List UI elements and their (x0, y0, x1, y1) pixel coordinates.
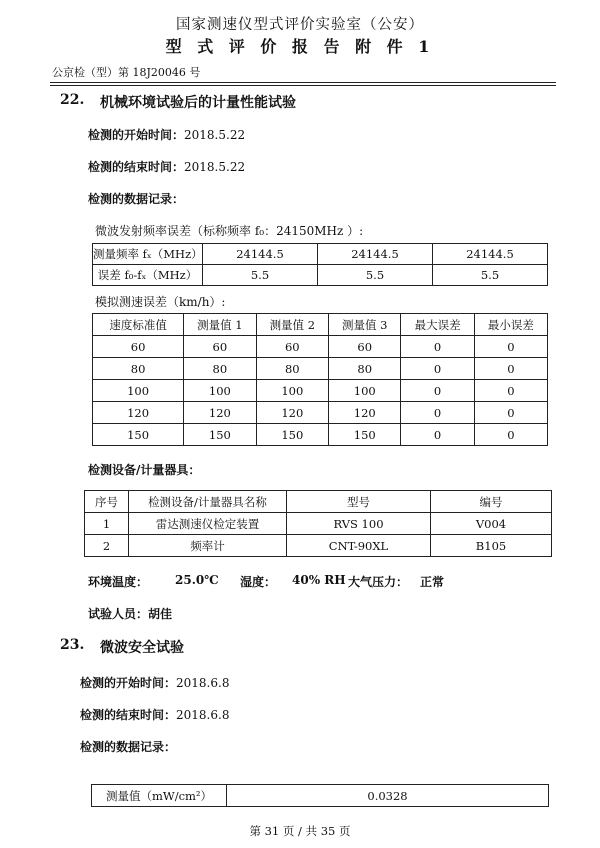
table-row (93, 380, 548, 402)
env-humid-value: 40% RH (292, 573, 346, 587)
table-cell: 80 (329, 358, 401, 380)
section-23-number: 23. (60, 637, 85, 653)
tester: 试验人员：胡佳 (88, 607, 173, 621)
table-header-row (93, 314, 548, 336)
table-cell: 0 (474, 424, 547, 446)
s23-end-value: 2018.6.8 (176, 708, 230, 722)
table-cell: 0 (401, 380, 474, 402)
table-cell: 5.5 (203, 265, 318, 286)
table-row (93, 402, 548, 424)
table-cell: 150 (184, 424, 256, 446)
env-pressure-label: 大气压力： (348, 575, 409, 589)
s22-start-row (88, 126, 245, 143)
table-cell: 0 (474, 380, 547, 402)
table-cell: 120 (329, 402, 401, 424)
table-row (93, 265, 548, 286)
table-cell: 60 (93, 336, 184, 358)
table-cell: CNT-90XL (287, 535, 431, 557)
table-cell: 24144.5 (203, 244, 318, 265)
table-header-cell: 测量值 2 (256, 314, 328, 336)
table-cell: 1 (85, 513, 129, 535)
freq-caption: 微波发射频率误差（标称频率 f₀：24150MHz ）: (95, 224, 364, 238)
table-header-cell: 检测设备/计量器具名称 (129, 491, 287, 513)
s23-records-label: 检测的数据记录： (80, 740, 177, 754)
speed-table (92, 313, 548, 446)
table-header-cell: 最大误差 (401, 314, 474, 336)
table-row (92, 785, 549, 807)
table-cell: 100 (329, 380, 401, 402)
table-cell: 0 (474, 358, 547, 380)
table-cell: 0 (401, 336, 474, 358)
table-cell: 60 (329, 336, 401, 358)
s23-start-row (80, 674, 229, 691)
table-header-cell: 序号 (85, 491, 129, 513)
table-cell: RVS 100 (287, 513, 431, 535)
freq-row2-label: 误差 f₀-fₓ（MHz） (93, 265, 203, 286)
table-cell: 80 (93, 358, 184, 380)
table-cell: 60 (256, 336, 328, 358)
freq-table (92, 243, 548, 286)
microwave-table (91, 784, 549, 807)
table-cell: 0 (401, 402, 474, 424)
equip-label: 检测设备/计量器具： (88, 463, 201, 477)
table-header-cell: 编号 (431, 491, 552, 513)
s23-start-label: 检测的开始时间： (80, 676, 177, 690)
section-23-title: 微波安全试验 (100, 640, 184, 656)
table-cell: 60 (184, 336, 256, 358)
header-rule-thick (50, 82, 556, 83)
s23-end-row (80, 706, 229, 723)
table-header-cell: 速度标准值 (93, 314, 184, 336)
table-row (93, 424, 548, 446)
table-cell: 150 (256, 424, 328, 446)
table-cell: 0 (401, 358, 474, 380)
table-row (93, 358, 548, 380)
table-cell: 0 (401, 424, 474, 446)
speed-caption: 模拟测速误差（km/h）: (95, 295, 226, 309)
env-humid-label: 湿度： (240, 575, 277, 589)
s22-end-row (88, 158, 245, 175)
table-row (93, 336, 548, 358)
freq-row1-label: 测量频率 fₓ（MHz） (93, 244, 203, 265)
table-cell: B105 (431, 535, 552, 557)
s23-end-label: 检测的结束时间： (80, 708, 177, 722)
table-cell: 120 (256, 402, 328, 424)
section-22-title: 机械环境试验后的计量性能试验 (100, 95, 296, 111)
table-cell: 5.5 (433, 265, 548, 286)
table-cell: 120 (184, 402, 256, 424)
table-row (85, 535, 552, 557)
table-cell: V004 (431, 513, 552, 535)
table-cell: 雷达测速仪检定装置 (129, 513, 287, 535)
env-pressure-value: 正常 (420, 575, 445, 589)
s22-start-value: 2018.5.22 (184, 128, 246, 142)
table-cell: 0 (474, 336, 547, 358)
table-cell: 100 (184, 380, 256, 402)
measure-label: 测量值（mW/cm²） (92, 785, 227, 807)
equip-table (84, 490, 552, 557)
table-cell: 150 (93, 424, 184, 446)
table-header-cell: 型号 (287, 491, 431, 513)
table-cell: 80 (184, 358, 256, 380)
report-ref-number: 公京检（型）第 18J20046 号 (52, 66, 201, 79)
s23-start-value: 2018.6.8 (176, 676, 230, 690)
table-cell: 0 (474, 402, 547, 424)
table-row (85, 513, 552, 535)
table-header-cell: 最小误差 (474, 314, 547, 336)
header-rule-thin (50, 85, 556, 86)
table-cell: 24144.5 (318, 244, 433, 265)
s22-start-label: 检测的开始时间： (88, 128, 185, 142)
table-cell: 100 (93, 380, 184, 402)
table-header-cell: 测量值 1 (184, 314, 256, 336)
s22-records-label: 检测的数据记录： (88, 192, 185, 206)
table-cell: 80 (256, 358, 328, 380)
measure-value: 0.0328 (227, 785, 549, 807)
table-header-cell: 测量值 3 (329, 314, 401, 336)
env-temp-value: 25.0℃ (175, 573, 219, 587)
s22-end-value: 2018.5.22 (184, 160, 246, 174)
table-cell: 120 (93, 402, 184, 424)
page-footer: 第 31 页 / 共 35 页 (249, 824, 351, 838)
institute-name: 国家测速仪型式评价实验室（公安） (176, 17, 424, 33)
s22-end-label: 检测的结束时间： (88, 160, 185, 174)
table-cell: 5.5 (318, 265, 433, 286)
table-row (93, 244, 548, 265)
env-temp-label: 环境温度： (88, 575, 149, 589)
table-cell: 频率计 (129, 535, 287, 557)
report-title: 型 式 评 价 报 告 附 件 1 (165, 37, 435, 56)
table-cell: 100 (256, 380, 328, 402)
table-cell: 150 (329, 424, 401, 446)
table-header-row (85, 491, 552, 513)
table-cell: 2 (85, 535, 129, 557)
table-cell: 24144.5 (433, 244, 548, 265)
section-22-number: 22. (60, 92, 85, 108)
